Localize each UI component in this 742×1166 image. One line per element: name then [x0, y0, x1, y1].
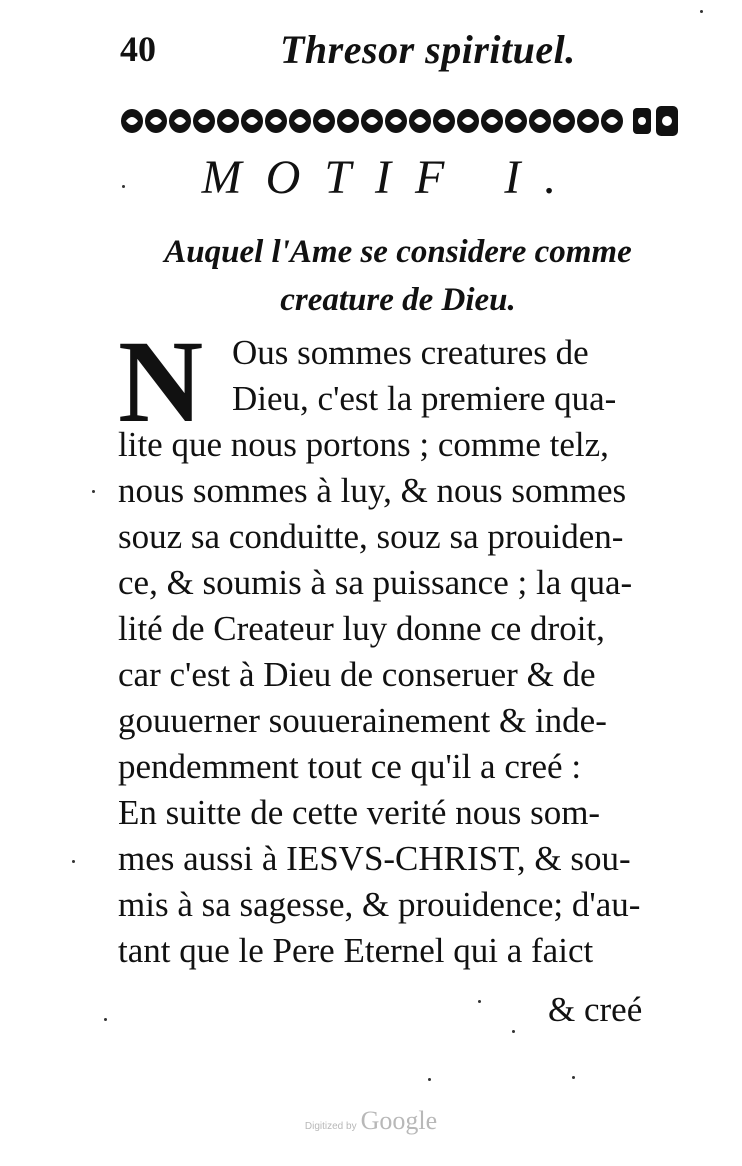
chapter-subtitle — [118, 228, 678, 324]
text-line: souz sa conduitte, souz sa prouiden- — [118, 517, 624, 556]
running-title: Thresor spirituel. — [280, 27, 576, 72]
catchword: & creé — [548, 990, 643, 1029]
text-line: Dieu, c'est la premiere qua- — [232, 379, 617, 418]
watermark-logo: Google — [360, 1106, 438, 1135]
watermark-small: Digitized by — [304, 1121, 357, 1132]
text-line: lite que nous portons ; comme telz, — [118, 425, 609, 464]
text-line: gouuerner souuerainement & inde- — [118, 701, 607, 740]
subtitle-line-2: creature de Dieu. — [280, 282, 516, 318]
subtitle-line-1: Auquel l'Ame se considere comme — [164, 234, 632, 270]
page-number: 40 — [120, 29, 156, 69]
text-line: ce, & soumis à sa puissance ; la qua- — [118, 563, 633, 602]
text-line: nous sommes à luy, & nous sommes — [118, 471, 627, 510]
text-line: car c'est à Dieu de conseruer & de — [118, 655, 596, 694]
ornament-band-icon — [118, 102, 678, 140]
text-line: Ous sommes creatures de — [232, 333, 589, 372]
text-line: mis à sa sagesse, & prouidence; d'au- — [118, 885, 641, 924]
digitized-watermark — [0, 1106, 742, 1136]
running-head — [118, 22, 678, 78]
text-line: En suitte de cette verité nous som- — [118, 793, 601, 832]
drop-cap: N — [118, 316, 204, 447]
text-line: tant que le Pere Eternel qui a faict — [118, 931, 594, 970]
text-line: pendemment tout ce qu'il a creé : — [118, 747, 582, 786]
text-line: mes aussi à IESVS-CHRIST, & sou- — [118, 839, 631, 878]
chapter-heading: MOTIF I. — [201, 151, 581, 204]
text-line: lité de Createur luy donne ce droit, — [118, 609, 605, 648]
